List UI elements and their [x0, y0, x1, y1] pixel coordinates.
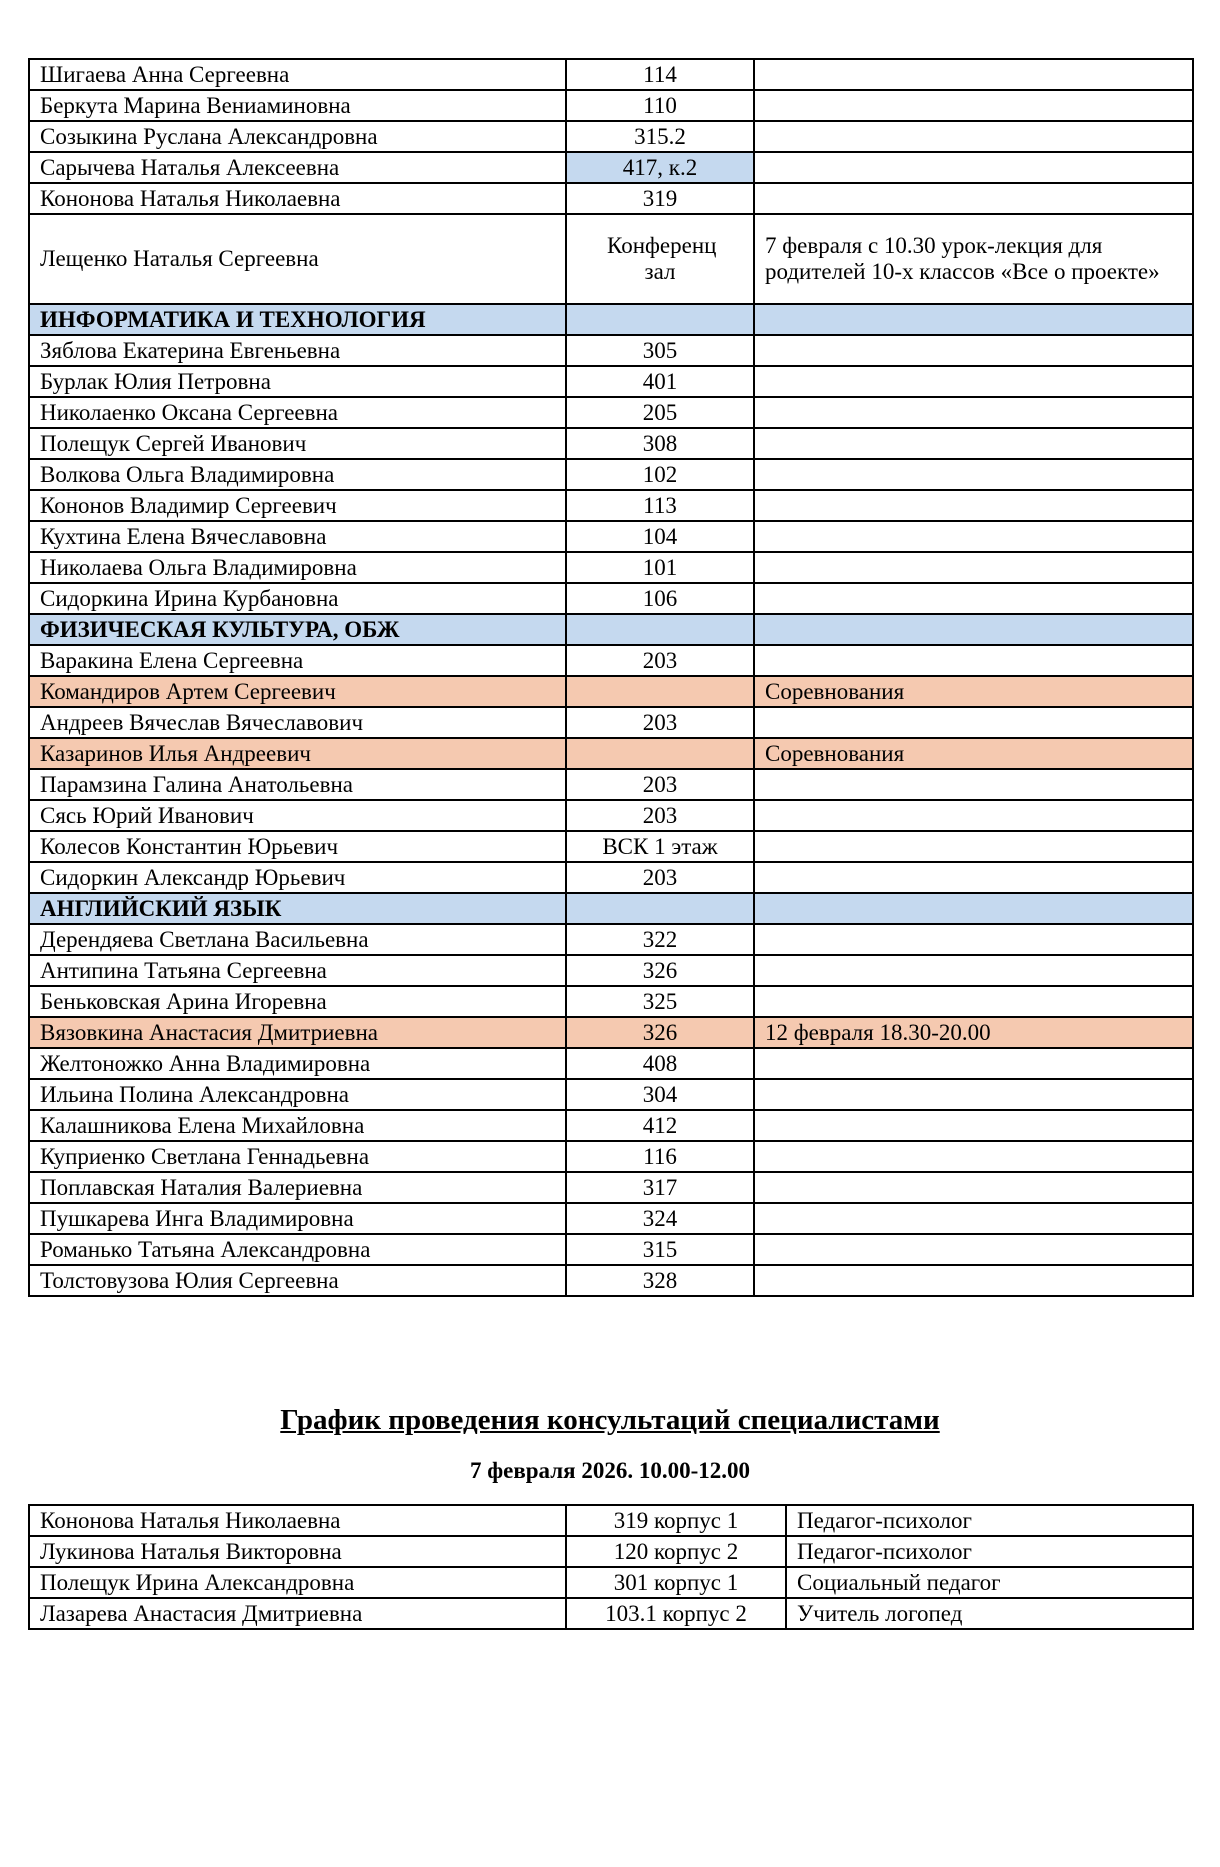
room-cell: 417, к.2	[566, 152, 754, 183]
teacher-name-cell: Парамзина Галина Анатольевна	[29, 769, 566, 800]
table-row	[29, 1172, 1193, 1203]
room-cell: 326	[566, 1017, 754, 1048]
note-cell	[754, 428, 1193, 459]
table-row	[29, 862, 1193, 893]
note-cell	[754, 1141, 1193, 1172]
section-empty-cell	[566, 304, 754, 335]
note-cell	[754, 707, 1193, 738]
teacher-name-cell: Пушкарева Инга Владимировна	[29, 1203, 566, 1234]
room-cell: 203	[566, 769, 754, 800]
note-cell	[754, 552, 1193, 583]
teacher-schedule-body	[29, 59, 1193, 1296]
note-cell	[754, 183, 1193, 214]
specialist-name-cell: Полещук Ирина Александровна	[29, 1567, 566, 1598]
teacher-name-cell: Сарычева Наталья Алексеевна	[29, 152, 566, 183]
note-cell	[754, 366, 1193, 397]
room-cell: 203	[566, 707, 754, 738]
room-cell: 203	[566, 862, 754, 893]
room-cell: 116	[566, 1141, 754, 1172]
room-cell: 317	[566, 1172, 754, 1203]
section-header-row	[29, 614, 1193, 645]
table-row	[29, 335, 1193, 366]
table-row	[29, 800, 1193, 831]
table-row	[29, 459, 1193, 490]
specialist-room-cell: 319 корпус 1	[566, 1505, 786, 1536]
teacher-name-cell: Ильина Полина Александровна	[29, 1079, 566, 1110]
teacher-name-cell: Сидоркин Александр Юрьевич	[29, 862, 566, 893]
specialists-title: График проведения консультаций специалистами	[280, 1404, 940, 1436]
note-cell	[754, 924, 1193, 955]
teacher-name-cell: Варакина Елена Сергеевна	[29, 645, 566, 676]
table-row	[29, 1017, 1193, 1048]
teacher-name-cell: Андреев Вячеслав Вячеславович	[29, 707, 566, 738]
specialist-role-cell: Педагог-психолог	[786, 1505, 1193, 1536]
room-cell: 401	[566, 366, 754, 397]
specialist-room-cell: 301 корпус 1	[566, 1567, 786, 1598]
room-cell: ВСК 1 этаж	[566, 831, 754, 862]
teacher-name-cell: Куприенко Светлана Геннадьевна	[29, 1141, 566, 1172]
table-row	[29, 738, 1193, 769]
teacher-schedule-table	[28, 58, 1194, 1297]
note-cell	[754, 121, 1193, 152]
room-cell: 326	[566, 955, 754, 986]
table-row	[29, 521, 1193, 552]
table-row	[29, 831, 1193, 862]
note-cell	[754, 90, 1193, 121]
specialist-name-cell: Лазарева Анастасия Дмитриевна	[29, 1598, 566, 1629]
room-cell: 328	[566, 1265, 754, 1296]
note-cell	[754, 1172, 1193, 1203]
teacher-name-cell: Кононова Наталья Николаевна	[29, 183, 566, 214]
specialist-row	[29, 1598, 1193, 1629]
room-cell: 412	[566, 1110, 754, 1141]
table-row	[29, 1265, 1193, 1296]
note-cell	[754, 1265, 1193, 1296]
room-cell: 114	[566, 59, 754, 90]
note-cell	[754, 521, 1193, 552]
teacher-name-cell: Кононов Владимир Сергеевич	[29, 490, 566, 521]
table-row	[29, 152, 1193, 183]
teacher-name-cell: Калашникова Елена Михайловна	[29, 1110, 566, 1141]
note-cell	[754, 583, 1193, 614]
teacher-name-cell: Казаринов Илья Андреевич	[29, 738, 566, 769]
note-cell: 12 февраля 18.30-20.00	[754, 1017, 1193, 1048]
table-row	[29, 366, 1193, 397]
room-cell: 308	[566, 428, 754, 459]
note-cell	[754, 459, 1193, 490]
specialist-name-cell: Лукинова Наталья Викторовна	[29, 1536, 566, 1567]
note-cell	[754, 1079, 1193, 1110]
room-cell	[566, 676, 754, 707]
teacher-name-cell: Николаенко Оксана Сергеевна	[29, 397, 566, 428]
teacher-name-cell: Колесов Константин Юрьевич	[29, 831, 566, 862]
teacher-name-cell: Волкова Ольга Владимировна	[29, 459, 566, 490]
room-cell: 324	[566, 1203, 754, 1234]
specialists-body	[29, 1505, 1193, 1629]
specialist-name-cell: Кононова Наталья Николаевна	[29, 1505, 566, 1536]
teacher-name-cell: Дерендяева Светлана Васильевна	[29, 924, 566, 955]
table-row	[29, 924, 1193, 955]
section-title: АНГЛИЙСКИЙ ЯЗЫК	[29, 893, 566, 924]
table-row	[29, 1110, 1193, 1141]
teacher-name-cell: Сидоркина Ирина Курбановна	[29, 583, 566, 614]
teacher-name-cell: Романько Татьяна Александровна	[29, 1234, 566, 1265]
specialist-room-cell: 103.1 корпус 2	[566, 1598, 786, 1629]
table-row	[29, 59, 1193, 90]
table-row	[29, 769, 1193, 800]
table-row	[29, 490, 1193, 521]
note-cell: Соревнования	[754, 738, 1193, 769]
table-row	[29, 986, 1193, 1017]
specialist-row	[29, 1567, 1193, 1598]
specialist-room-cell: 120 корпус 2	[566, 1536, 786, 1567]
note-cell	[754, 769, 1193, 800]
table-row	[29, 645, 1193, 676]
room-cell: 101	[566, 552, 754, 583]
table-row	[29, 183, 1193, 214]
specialists-subtitle: 7 февраля 2026. 10.00-12.00	[469, 1458, 751, 1483]
table-row	[29, 90, 1193, 121]
table-row	[29, 1079, 1193, 1110]
note-cell	[754, 645, 1193, 676]
teacher-name-cell: Антипина Татьяна Сергеевна	[29, 955, 566, 986]
specialist-role-cell: Педагог-психолог	[786, 1536, 1193, 1567]
note-cell	[754, 831, 1193, 862]
table-row	[29, 552, 1193, 583]
teacher-name-cell: Бурлак Юлия Петровна	[29, 366, 566, 397]
section-empty-cell	[566, 893, 754, 924]
room-cell: 110	[566, 90, 754, 121]
room-cell: 113	[566, 490, 754, 521]
section-title: ИНФОРМАТИКА И ТЕХНОЛОГИЯ	[29, 304, 566, 335]
room-cell: 104	[566, 521, 754, 552]
specialist-role-cell: Учитель логопед	[786, 1598, 1193, 1629]
teacher-name-cell: Лещенко Наталья Сергеевна	[29, 214, 566, 304]
room-cell: 315.2	[566, 121, 754, 152]
note-cell	[754, 986, 1193, 1017]
teacher-name-cell: Шигаева Анна Сергеевна	[29, 59, 566, 90]
teacher-name-cell: Сясь Юрий Иванович	[29, 800, 566, 831]
room-cell: 304	[566, 1079, 754, 1110]
room-cell: 203	[566, 800, 754, 831]
note-cell	[754, 1048, 1193, 1079]
teacher-name-cell: Командиров Артем Сергеевич	[29, 676, 566, 707]
specialist-row	[29, 1536, 1193, 1567]
room-cell: 319	[566, 183, 754, 214]
room-cell: 106	[566, 583, 754, 614]
room-cell	[566, 738, 754, 769]
teacher-name-cell: Созыкина Руслана Александровна	[29, 121, 566, 152]
teacher-name-cell: Толстовузова Юлия Сергеевна	[29, 1265, 566, 1296]
section-empty-cell	[754, 893, 1193, 924]
section-empty-cell	[566, 614, 754, 645]
table-row	[29, 583, 1193, 614]
table-row	[29, 1141, 1193, 1172]
note-cell: 7 февраля с 10.30 урок-лекция для родителей 10-х классов «Все о проекте»	[754, 214, 1193, 304]
note-cell	[754, 800, 1193, 831]
table-row	[29, 676, 1193, 707]
room-cell: 205	[566, 397, 754, 428]
teacher-name-cell: Поплавская Наталия Валериевна	[29, 1172, 566, 1203]
teacher-name-cell: Николаева Ольга Владимировна	[29, 552, 566, 583]
section-empty-cell	[754, 614, 1193, 645]
specialists-table	[28, 1504, 1194, 1630]
specialist-role-cell: Социальный педагог	[786, 1567, 1193, 1598]
table-row	[29, 397, 1193, 428]
teacher-name-cell: Вязовкина Анастасия Дмитриевна	[29, 1017, 566, 1048]
section-title: ФИЗИЧЕСКАЯ КУЛЬТУРА, ОБЖ	[29, 614, 566, 645]
table-row	[29, 1234, 1193, 1265]
note-cell: Соревнования	[754, 676, 1193, 707]
section-header-row	[29, 893, 1193, 924]
room-cell: 305	[566, 335, 754, 366]
room-cell: 325	[566, 986, 754, 1017]
table-row	[29, 1048, 1193, 1079]
room-cell: 102	[566, 459, 754, 490]
teacher-name-cell: Беркута Марина Вениаминовна	[29, 90, 566, 121]
note-cell	[754, 490, 1193, 521]
note-cell	[754, 335, 1193, 366]
room-cell: 203	[566, 645, 754, 676]
note-cell	[754, 1203, 1193, 1234]
note-cell	[754, 397, 1193, 428]
table-row	[29, 428, 1193, 459]
teacher-name-cell: Полещук Сергей Иванович	[29, 428, 566, 459]
specialist-row	[29, 1505, 1193, 1536]
note-cell	[754, 59, 1193, 90]
room-cell: 408	[566, 1048, 754, 1079]
note-cell	[754, 152, 1193, 183]
section-empty-cell	[754, 304, 1193, 335]
table-row	[29, 707, 1193, 738]
section-header-row	[29, 304, 1193, 335]
note-cell	[754, 955, 1193, 986]
teacher-name-cell: Кухтина Елена Вячеславовна	[29, 521, 566, 552]
table-row	[29, 955, 1193, 986]
table-row	[29, 214, 1193, 304]
table-row	[29, 121, 1193, 152]
table-row	[29, 1203, 1193, 1234]
note-cell	[754, 1110, 1193, 1141]
teacher-name-cell: Зяблова Екатерина Евгеньевна	[29, 335, 566, 366]
note-cell	[754, 1234, 1193, 1265]
room-cell: 315	[566, 1234, 754, 1265]
room-cell: 322	[566, 924, 754, 955]
note-cell	[754, 862, 1193, 893]
teacher-name-cell: Желтоножко Анна Владимировна	[29, 1048, 566, 1079]
teacher-name-cell: Беньковская Арина Игоревна	[29, 986, 566, 1017]
room-cell: Конференц зал	[566, 214, 754, 304]
